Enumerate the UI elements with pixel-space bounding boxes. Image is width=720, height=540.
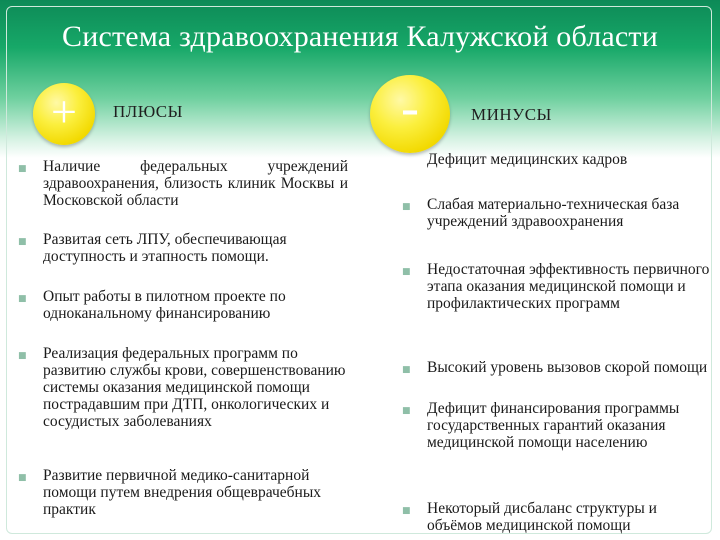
bullet-icon: ■ — [18, 473, 27, 483]
pros-item-text: Наличие федеральных учреждений здравоохранения, близость клиник Москвы и Московской области — [43, 158, 348, 209]
cons-item-text: Дефицит финансирования программы государственных гарантий оказания медицинской помощи населению — [427, 400, 680, 451]
pros-item — [18, 288, 348, 322]
cons-item-text: Некоторый дисбаланс структуры и объёмов медицинской помощи — [427, 500, 657, 534]
cons-item — [402, 196, 714, 230]
pros-item — [18, 231, 348, 265]
cons-item-text: Недостаточная эффективность первичного этапа оказания медицинской помощи и профилактических программ — [427, 261, 710, 312]
bullet-icon: ■ — [402, 202, 411, 212]
pros-item — [18, 345, 348, 430]
pros-item — [18, 158, 348, 209]
cons-item — [402, 359, 714, 376]
bullet-icon: ■ — [402, 365, 411, 375]
pros-item-text: Развитие первичной медико-санитарной помощи путем внедрения общеврачебных практик — [43, 467, 321, 518]
minus-icon: - — [370, 75, 450, 153]
bullet-icon: ■ — [402, 267, 411, 277]
pros-item-text: Реализация федеральных программ по развитию службы крови, совершенствованию системы оказания медицинской помощи пострадавшим при ДТП, онкологических и сосудистых заболеваниях — [43, 345, 346, 430]
bullet-icon: ■ — [18, 237, 27, 247]
bullet-icon: ■ — [18, 164, 27, 174]
cons-item — [402, 400, 714, 451]
cons-item — [402, 261, 714, 312]
bullet-icon: ■ — [402, 406, 411, 416]
pros-item-text: Развитая сеть ЛПУ, обеспечивающая доступность и этапность помощи. — [43, 231, 287, 265]
cons-item — [402, 151, 714, 168]
pros-heading: ПЛЮСЫ — [113, 102, 183, 121]
pros-item — [18, 467, 348, 518]
cons-item — [402, 500, 714, 534]
cons-heading: МИНУСЫ — [471, 105, 552, 124]
bullet-icon: ■ — [18, 294, 27, 304]
bullet-icon: ■ — [18, 351, 27, 361]
bullet-icon: ■ — [402, 506, 411, 516]
cons-item-text: Высокий уровень вызовов скорой помощи — [427, 359, 708, 376]
cons-item-text: Дефицит медицинских кадров — [427, 151, 628, 168]
plus-icon: + — [33, 83, 95, 145]
cons-item-text: Слабая материально-техническая база учреждений здравоохранения — [427, 196, 680, 230]
pros-item-text: Опыт работы в пилотном проекте по одноканальному финансированию — [43, 288, 286, 322]
slide-title: Система здравоохранения Калужской области — [62, 20, 658, 53]
